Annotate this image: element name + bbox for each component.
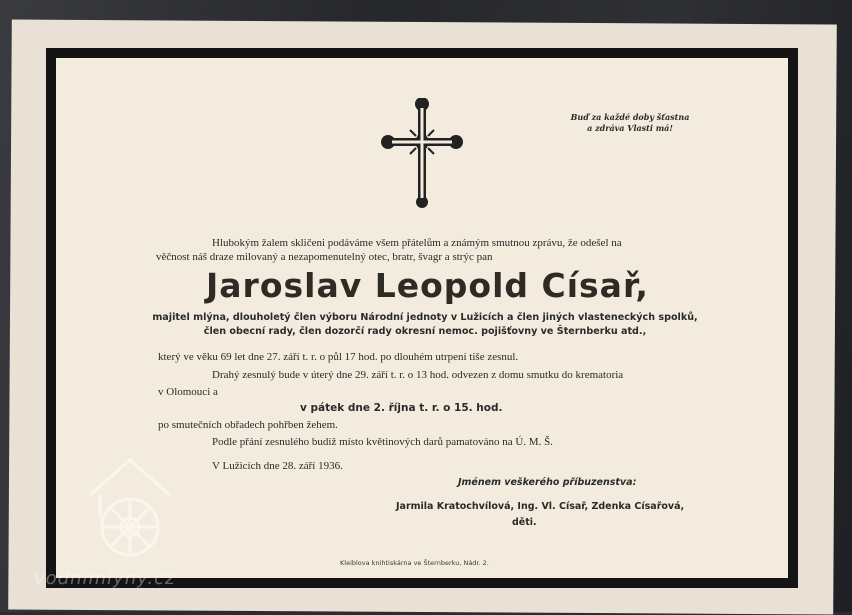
death-line: který ve věku 69 let dne 27. září t. r. o půl 17 hod. po dlouhém utrpení tiše zesnul.	[158, 351, 519, 363]
occupation-line-2: člen obecní rady, člen dozorčí rady okresní nemoc. pojišťovny ve Šternberku atd.,	[203, 326, 647, 337]
wish-line: Podle přání zesnulého budiž místo květinových darů pamatováno na Ú. M. Š.	[212, 436, 553, 448]
intro-line-1: Hlubokým žalem skličeni podáváme všem přátelům a známým smutnou zprávu, že odešel na	[212, 237, 622, 249]
watermill-logo	[80, 455, 180, 575]
motto-line-2: a zdráva Vlasti má!	[587, 123, 673, 133]
signature-heading: Jménem veškerého příbuzenstva:	[458, 477, 637, 488]
funeral-line-1: Drahý zesnulý bude v úterý dne 29. září t. r. o 13 hod. odvezen z domu smutku do krematoria	[212, 369, 624, 381]
cremation-time: v pátek dne 2. října t. r. o 15. hod.	[300, 402, 503, 414]
cross-icon	[380, 98, 464, 210]
signatories-relation: děti.	[512, 517, 537, 528]
funeral-line-2: v Olomouci a	[158, 386, 218, 398]
signatories: Jarmila Kratochvílová, Ing. Vl. Císař, Zdenka Císařová,	[396, 501, 685, 512]
intro-line-2: věčnost náš draze milovaný a nezapomenutelný otec, bratr, švagr a strýc pan	[156, 251, 493, 263]
deceased-name: Jaroslav Leopold Císař,	[206, 266, 649, 305]
printer-imprint: Kleiblova knihtiskárna ve Šternberku, Nádr. 2.	[340, 559, 489, 567]
motto-line-1: Buď za každé doby šťastna	[570, 112, 690, 122]
occupation-line-1: majitel mlýna, dlouholetý člen výboru Národní jednoty v Lužicích a člen jiných vlasteneckých spolků,	[152, 312, 698, 323]
motto	[560, 112, 700, 134]
watermark-text: vodnimlyny.cz	[34, 568, 176, 589]
cremation-note: po smutečních obřadech pohřben žehem.	[158, 419, 338, 431]
place-date: V Lužicích dne 28. září 1936.	[212, 460, 343, 472]
